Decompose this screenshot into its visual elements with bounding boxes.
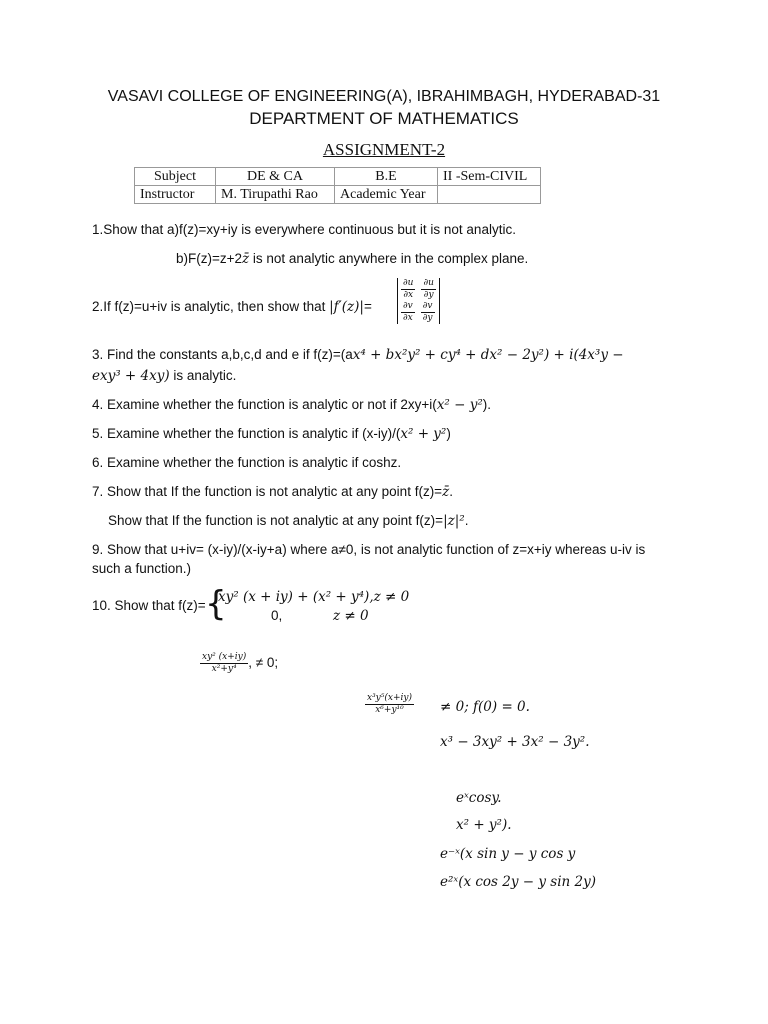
department-title: DEPARTMENT OF MATHEMATICS xyxy=(249,109,519,128)
q7b-post: . xyxy=(464,513,469,528)
fragment-4: eˣcosy. xyxy=(456,790,502,806)
question-10: 10. Show that f(z)= xyxy=(92,598,206,613)
q5-pre: 5. Examine whether the function is analytic if (x-iy)/( xyxy=(92,426,401,441)
table-cell: B.E xyxy=(335,168,438,186)
fraction: $\frac{\text{xy² (x+iy)}}{\text{x²+y⁴}}$ xyxy=(202,652,247,674)
question-3-line1 xyxy=(92,347,624,363)
q1b-post: is not analytic anywhere in the complex plane. xyxy=(249,251,529,266)
fragment-3: x³ − 3xy² + 3x² − 3y². xyxy=(440,734,590,750)
matrix-row xyxy=(401,301,436,324)
q10-case1: xy² (x + iy) + (x² + y⁴),z ≠ 0 xyxy=(218,589,410,605)
table-row xyxy=(135,168,541,186)
fragment-1 xyxy=(200,652,278,675)
q7a-pre: 7. Show that If the function is not analytic at any point f(z)= xyxy=(92,484,443,499)
question-2 xyxy=(92,299,372,315)
question-1b xyxy=(176,251,528,267)
question-7a xyxy=(92,484,453,500)
q7b-math: |z|² xyxy=(443,513,465,529)
table-cell: Subject xyxy=(135,168,216,186)
info-table xyxy=(134,167,541,204)
q4-math: x² − y² xyxy=(436,397,483,413)
table-cell: Instructor xyxy=(135,186,216,204)
table-cell: Academic Year xyxy=(335,186,438,204)
question-6: 6. Examine whether the function is analytic if coshz. xyxy=(92,455,402,470)
left-brace: { xyxy=(205,584,227,624)
q5-math: x² + y² xyxy=(400,426,447,442)
question-9-line2: such a function.) xyxy=(92,561,192,576)
assignment-title xyxy=(0,140,768,160)
q3-math2: exy³ + 4xy) xyxy=(92,368,170,384)
q7a-math: z̄ xyxy=(442,484,450,500)
q1b-var: z̄ xyxy=(242,251,250,267)
question-1a: 1.Show that a)f(z)=xy+iy is everywhere continuous but it is not analytic. xyxy=(92,222,516,237)
q10-case2-cond: z ≠ 0 xyxy=(333,608,369,624)
q2-eq: = xyxy=(363,299,372,314)
jacobian-matrix xyxy=(397,278,440,324)
q10-case2-val: 0, xyxy=(271,608,283,623)
fragment-2-post: ≠ 0; f(0) = 0. xyxy=(440,699,530,715)
fragment-5: x² + y²). xyxy=(456,817,512,833)
table-cell: M. Tirupathi Rao xyxy=(216,186,335,204)
question-9-line1: 9. Show that u+iv= (x-iy)/(x-iy+a) where a≠0, is not analytic function of z=x+iy whereas u-iv is xyxy=(92,542,646,557)
fraction: $\frac{\partial v}{\partial y}$ xyxy=(422,301,433,323)
q4-post: ). xyxy=(482,397,492,412)
fragment-2 xyxy=(365,693,414,716)
q4-pre: 4. Examine whether the function is analytic or not if 2xy+i( xyxy=(92,397,437,412)
q7b-pre: Show that If the function is not analytic at any point f(z)= xyxy=(108,513,444,528)
q3-pre: 3. Find the constants a,b,c,d and e if f(z)=(a xyxy=(92,347,353,362)
fragment-1-post: , ≠ 0; xyxy=(248,655,279,670)
table-cell: DE & CA xyxy=(216,168,335,186)
q1b-pre: b)F(z)=z+2 xyxy=(176,251,243,266)
table-cell xyxy=(438,186,541,204)
fragment-7: e²ˣ(x cos 2y − y sin 2y) xyxy=(440,874,597,890)
q2-expr: |f′(z)| xyxy=(329,299,364,315)
q3-post: is analytic. xyxy=(169,368,237,383)
fraction: $\frac{\text{x³y⁵(x+iy)}}{\text{x⁶+y¹⁰}}$ xyxy=(367,693,412,715)
table-row xyxy=(135,186,541,204)
q7a-post: . xyxy=(449,484,453,499)
question-7b xyxy=(108,513,468,529)
matrix-row xyxy=(401,278,436,301)
assignment-title-text: ASSIGNMENT-2 xyxy=(322,140,446,159)
q5-post: ) xyxy=(446,426,451,441)
fraction: $\frac{\partial v}{\partial x}$ xyxy=(403,301,413,323)
question-5 xyxy=(92,426,451,442)
fraction: $\frac{\partial u}{\partial x}$ xyxy=(403,278,414,300)
q3-math1: x⁴ + bx²y² + cy⁴ + dx² − 2y²) + i(4x³y − xyxy=(352,347,624,363)
fragment-6: e⁻ˣ(x sin y − y cos y xyxy=(440,846,576,862)
q2-pre: 2.If f(z)=u+iv is analytic, then show that xyxy=(92,299,330,314)
fraction: $\frac{\partial u}{\partial y}$ xyxy=(423,278,434,300)
question-4 xyxy=(92,397,491,413)
table-cell: II -Sem-CIVIL xyxy=(438,168,541,186)
question-3-line2 xyxy=(92,368,236,384)
college-name: VASAVI COLLEGE OF ENGINEERING(A), IBRAHIMBAGH, HYDERABAD-31 xyxy=(107,88,661,105)
